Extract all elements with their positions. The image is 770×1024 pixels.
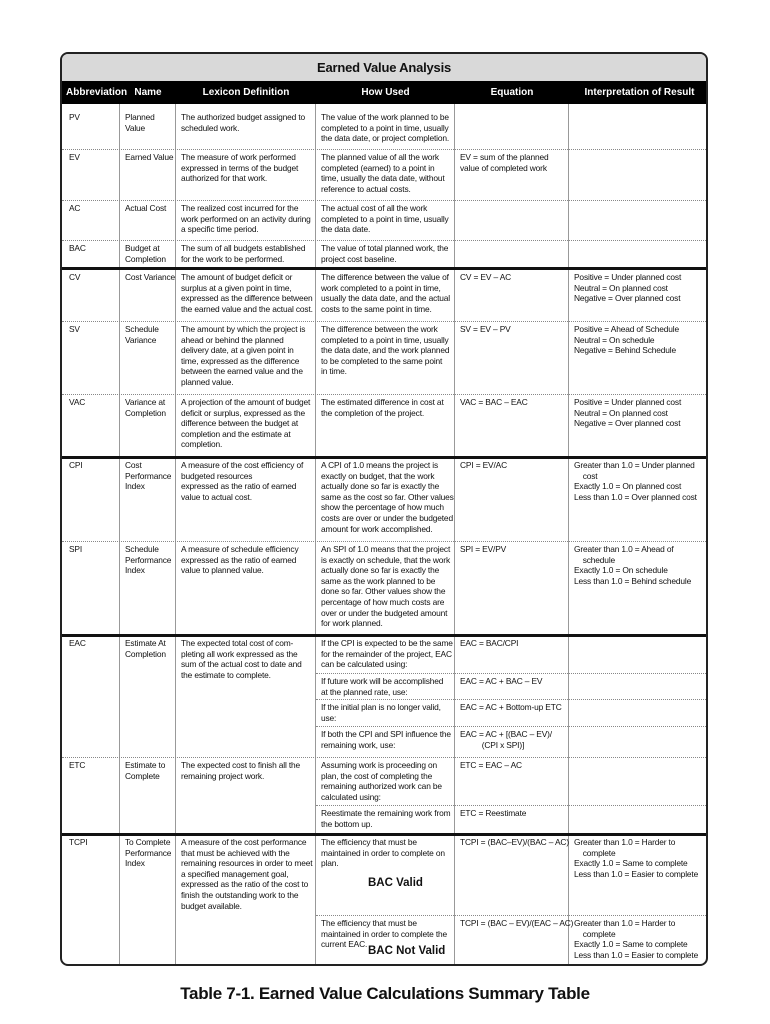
table-cell: If future work will be accomplished at the planned rate, use: bbox=[321, 676, 444, 697]
header-abbreviation: Abbreviation bbox=[66, 87, 128, 98]
table-cell: The authorized budget assigned to scheduled work. bbox=[181, 112, 306, 133]
table-cell: The value of the work planned to be completed to a point in time, usually the data date, or project completion. bbox=[321, 112, 450, 144]
table-cell: The realized cost incurred for the work performed on an activity during a specific time period. bbox=[181, 203, 311, 235]
row-divider bbox=[62, 757, 706, 758]
sub-row-divider bbox=[316, 726, 708, 727]
table-cell: The difference between the work completed to a point in time, usually the data date, and the work planned to be completed to the same point in time. bbox=[321, 324, 450, 377]
table-cell: EV = sum of the planned value of completed work bbox=[460, 152, 549, 173]
table-cell: TCPI = (BAC–EV)/(BAC – AC) bbox=[460, 837, 569, 847]
table-cell: Greater than 1.0 = Harder to complete Exactly 1.0 = Same to complete Less than 1.0 = Easier to complete bbox=[574, 837, 699, 879]
group-divider bbox=[62, 267, 708, 270]
table-cell: To Complete Performance Index bbox=[125, 837, 172, 869]
table-cell: Greater than 1.0 = Ahead of schedule Exactly 1.0 = On schedule Less than 1.0 = Behind schedule bbox=[574, 544, 692, 586]
table-cell: Schedule Performance Index bbox=[125, 544, 172, 576]
bac-not-valid-note: BAC Not Valid bbox=[368, 945, 446, 957]
table-title: Earned Value Analysis bbox=[62, 54, 706, 81]
header-equation: Equation bbox=[490, 87, 534, 98]
table-cell: SV = EV – PV bbox=[460, 324, 511, 334]
table-cell: SPI = EV/PV bbox=[460, 544, 507, 554]
sub-row-divider bbox=[316, 915, 708, 916]
group-divider bbox=[62, 833, 708, 836]
table-cell: EAC = BAC/CPI bbox=[460, 638, 519, 648]
table-cell: TCPI bbox=[69, 837, 88, 847]
table-cell: A measure of the cost performance that must be achieved with the remaining resources in order to meet a specified management goal, expressed as the ratio of the cost to finish the outstanding work to the budget available. bbox=[181, 837, 313, 911]
table-cell: EAC = AC + BAC – EV bbox=[460, 676, 543, 686]
table-cell: Positive = Under planned cost Neutral = On planned cost Negative = Over planned cost bbox=[574, 397, 682, 429]
table-cell: Estimate At Completion bbox=[125, 638, 166, 659]
table-cell: Variance at Completion bbox=[125, 397, 166, 418]
table-cell: A projection of the amount of budget deficit or surplus, expressed as the difference between the budget at completion and the estimate at completion. bbox=[181, 397, 311, 450]
table-cell: AC bbox=[69, 203, 81, 213]
table-cell: ETC = EAC – AC bbox=[460, 760, 522, 770]
table-cell: Estimate to Complete bbox=[125, 760, 166, 781]
bac-valid-note: BAC Valid bbox=[368, 877, 423, 889]
sub-row-divider bbox=[316, 805, 708, 806]
table-cell: PV bbox=[69, 112, 80, 122]
table-cell: VAC bbox=[69, 397, 86, 407]
header-interpretation: Interpretation of Result bbox=[584, 87, 695, 98]
table-cell: The estimated difference in cost at the completion of the project. bbox=[321, 397, 444, 418]
table-cell: Actual Cost bbox=[125, 203, 167, 213]
table-cell: The expected cost to finish all the remaining project work. bbox=[181, 760, 301, 781]
earned-value-table bbox=[60, 52, 708, 966]
table-header-row bbox=[62, 81, 706, 104]
header-lexicon-definition: Lexicon Definition bbox=[202, 87, 290, 98]
table-cell: Assuming work is proceeding on plan, the cost of completing the remaining authorized work can be calculated using: bbox=[321, 760, 442, 802]
table-cell: If the initial plan is no longer valid, use: bbox=[321, 702, 441, 723]
table-cell: EAC bbox=[69, 638, 86, 648]
sub-row-divider bbox=[316, 699, 708, 700]
table-cell: EAC = AC + Bottom-up ETC bbox=[460, 702, 562, 712]
row-divider bbox=[62, 200, 706, 201]
table-cell: ETC bbox=[69, 760, 86, 770]
table-cell: Greater than 1.0 = Harder to complete Exactly 1.0 = Same to complete Less than 1.0 = Easier to complete bbox=[574, 918, 699, 960]
table-cell: An SPI of 1.0 means that the project is exactly on schedule, that the work actually done so far is exactly the same as the work planned to be done so far. Other values show the percentage of how much costs are over or under the budgeted amount for work planned. bbox=[321, 544, 451, 629]
table-cell: SPI bbox=[69, 544, 83, 554]
table-cell: VAC = BAC – EAC bbox=[460, 397, 528, 407]
row-divider bbox=[62, 394, 706, 395]
group-divider bbox=[62, 456, 708, 459]
table-cell: The amount by which the project is ahead or behind the planned delivery date, at a given point in time, expressed as the difference between the earned value and the planned value. bbox=[181, 324, 306, 387]
table-cell: SV bbox=[69, 324, 80, 334]
header-name: Name bbox=[134, 87, 162, 98]
table-cell: If the CPI is expected to be the same for the remainder of the project, EAC can be calculated using: bbox=[321, 638, 453, 670]
table-cell: CPI = EV/AC bbox=[460, 460, 507, 470]
table-cell: The efficiency that must be maintained in order to complete on plan. bbox=[321, 837, 445, 869]
header-how-used: How Used bbox=[361, 87, 410, 98]
table-cell: Cost Performance Index bbox=[125, 460, 172, 492]
table-cell: The efficiency that must be maintained in order to complete the current EAC. bbox=[321, 918, 448, 950]
table-cell: CPI bbox=[69, 460, 83, 470]
table-cell: ETC = Reestimate bbox=[460, 808, 527, 818]
table-cell: The expected total cost of com- pleting all work expressed as the sum of the actual cost to date and the estimate to complete. bbox=[181, 638, 302, 680]
table-cell: The difference between the value of work completed to a point in time, usually the data date, and the actual costs to the same point in time. bbox=[321, 272, 451, 314]
table-cell: Greater than 1.0 = Under planned cost Exactly 1.0 = On planned cost Less than 1.0 = Over planned cost bbox=[574, 460, 697, 502]
table-cell: The planned value of all the work completed (earned) to a point in time, usually the data date, without reference to actual costs. bbox=[321, 152, 445, 194]
table-cell: CV = EV – AC bbox=[460, 272, 512, 282]
table-cell: A CPI of 1.0 means the project is exactly on budget, that the work actually done so far is exactly the same as the cost so far. Other values show the percentage of how much costs are over or under the budgeted amount for work accomplished. bbox=[321, 460, 454, 534]
table-cell: CV bbox=[69, 272, 81, 282]
table-cell: A measure of schedule efficiency expressed as the ratio of earned value to planned value. bbox=[181, 544, 299, 576]
row-divider bbox=[62, 541, 706, 542]
table-cell: EV bbox=[69, 152, 80, 162]
table-cell: If both the CPI and SPI influence the remaining work, use: bbox=[321, 729, 451, 750]
sub-row-divider bbox=[316, 673, 708, 674]
table-cell: Reestimate the remaining work from the bottom up. bbox=[321, 808, 451, 829]
table-cell: The value of total planned work, the project cost baseline. bbox=[321, 243, 449, 264]
table-cell: Earned Value bbox=[125, 152, 174, 162]
table-cell: A measure of the cost efficiency of budgeted resources expressed as the ratio of earned value to actual cost. bbox=[181, 460, 304, 502]
table-cell: Budget at Completion bbox=[125, 243, 166, 264]
table-cell: Cost Variance bbox=[125, 272, 176, 282]
table-cell: Positive = Under planned cost Neutral = On planned cost Negative = Over planned cost bbox=[574, 272, 682, 304]
row-divider bbox=[62, 149, 706, 150]
table-cell: Planned Value bbox=[125, 112, 155, 133]
table-cell: The sum of all budgets established for the work to be performed. bbox=[181, 243, 306, 264]
table-cell: Schedule Variance bbox=[125, 324, 159, 345]
table-cell: TCPI = (BAC – EV)/(EAC – AC) bbox=[460, 918, 574, 928]
table-cell: The measure of work performed expressed in terms of the budget authorized for that work. bbox=[181, 152, 299, 184]
row-divider bbox=[62, 321, 706, 322]
row-divider bbox=[62, 240, 706, 241]
table-cell: The amount of budget deficit or surplus at a given point in time, expressed as the difference between the earned value and the actual cost. bbox=[181, 272, 313, 314]
table-cell: BAC bbox=[69, 243, 86, 253]
table-caption: Table 7-1. Earned Value Calculations Summary Table bbox=[180, 984, 590, 1003]
table-cell: The actual cost of all the work completed to a point in time, usually the data date. bbox=[321, 203, 449, 235]
group-divider bbox=[62, 634, 708, 637]
table-cell: Positive = Ahead of Schedule Neutral = On schedule Negative = Behind Schedule bbox=[574, 324, 679, 356]
table-cell: EAC = AC + [(BAC – EV)/ (CPI x SPI)] bbox=[460, 729, 552, 750]
